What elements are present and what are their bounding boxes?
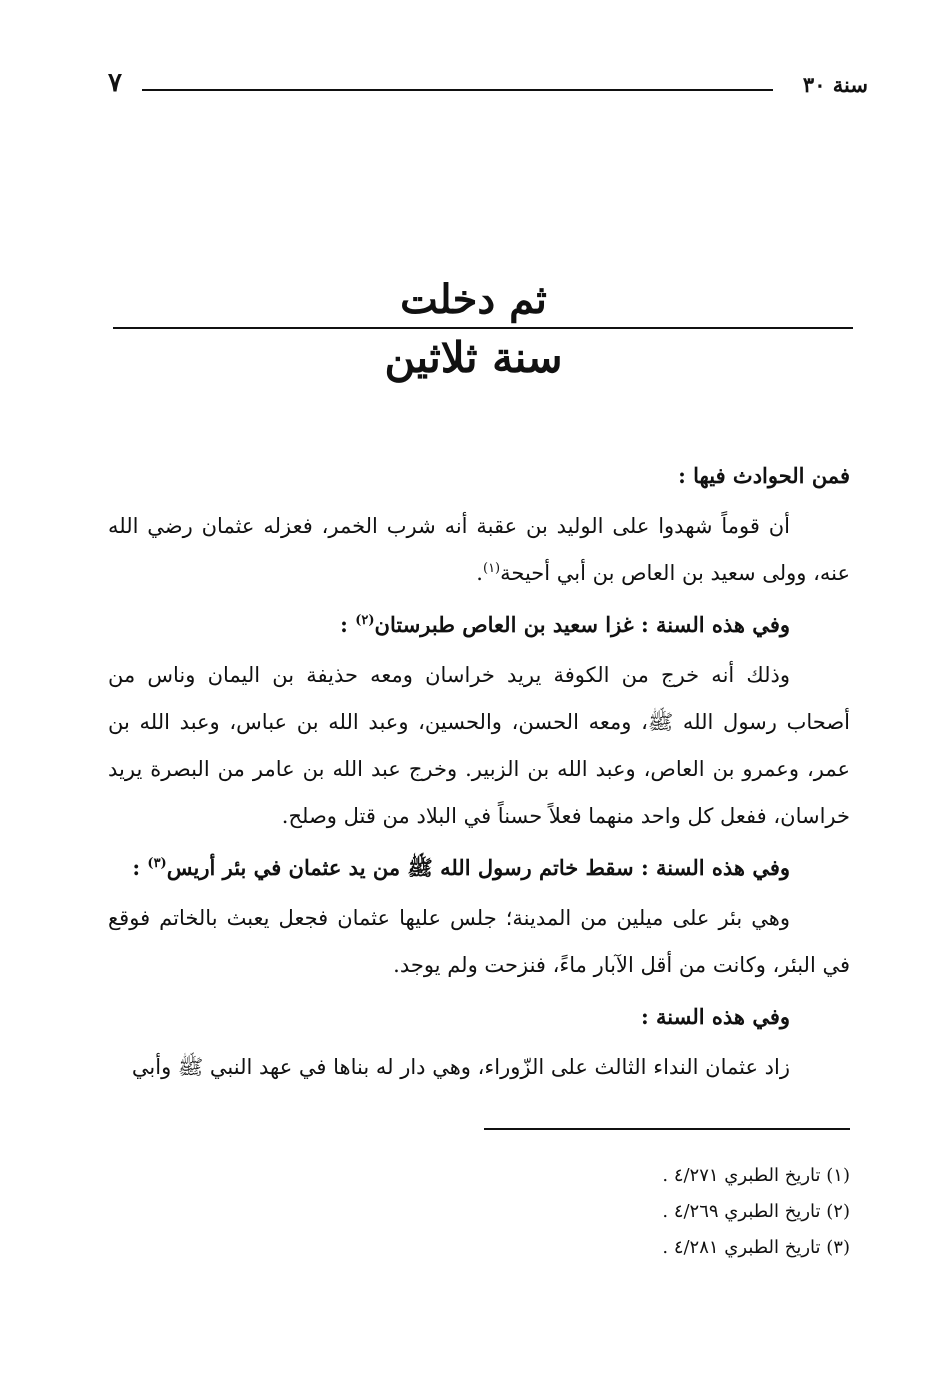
footnote-ref: (٣) (147, 856, 167, 871)
chapter-rule (113, 327, 853, 329)
paragraph-text: وفي هذه السنة : سقط خاتم رسول الله ﷺ من يد عثمان في بئر أريس (166, 855, 790, 880)
body-text (108, 452, 850, 1095)
footnote-3: (٣) تاريخ الطبري ٤/٢٨١ . (662, 1237, 850, 1258)
paragraph-events-intro (108, 452, 850, 499)
footnote-ref: (١) (482, 561, 501, 576)
paragraph-tabaristan-heading (108, 601, 850, 648)
footnote-ref: (٢) (355, 613, 375, 628)
chapter-title: سنة ثلاثين (384, 333, 563, 382)
paragraph-year-heading (108, 993, 850, 1040)
paragraph-text: وذلك أنه خرج من الكوفة يريد خراسان ومعه حذيفة بن اليمان وناس من أصحاب رسول الله ﷺ، ومعه الحسن، والحسين، وعبد الله بن عباس، وعبد الله بن عمر، وعمرو بن العاص، وعبد الله بن الزبير. وخرج عبد الله بن عامر من البصرة يريد خراسان، ففعل كل واحد منهما فعلاً حسناً في البلاد من قتل وصلح. (108, 663, 850, 828)
running-header (108, 68, 868, 108)
paragraph-walid (108, 503, 850, 597)
footnote-2: (٢) تاريخ الطبري ٤/٢٦٩ . (662, 1201, 850, 1222)
paragraph-text: وفي هذه السنة : غزا سعيد بن العاص طبرستان (374, 612, 790, 637)
paragraph-ring-heading (108, 844, 850, 891)
chapter-kicker: ثم دخلت (400, 276, 547, 323)
footnote-1: (١) تاريخ الطبري ٤/٢٧١ . (662, 1165, 850, 1186)
footnotes (500, 1158, 850, 1266)
paragraph-well (108, 895, 850, 989)
running-title: سنة ٣٠ (802, 72, 868, 97)
header-rule (142, 89, 773, 91)
paragraph-tail: . (476, 561, 483, 585)
page-number: ٧ (108, 68, 122, 98)
paragraph-text: زاد عثمان النداء الثالث على الزّوراء، وهي دار له بناها في عهد النبي ﷺ وأبي (131, 1055, 790, 1079)
paragraph-text: أن قوماً شهدوا على الوليد بن عقبة أنه شرب الخمر، فعزله عثمان رضي الله عنه، وولى سعيد بن العاص بن أبي أحيحة (108, 514, 850, 585)
footnote-rule (484, 1128, 850, 1130)
paragraph-tail: : (340, 612, 356, 637)
paragraph-khurasan (108, 652, 850, 840)
paragraph-text: فمن الحوادث فيها : (678, 463, 850, 488)
paragraph-tail: : (132, 855, 148, 880)
paragraph-text: وفي هذه السنة : (640, 1004, 790, 1029)
paragraph-text: وهي بئر على ميلين من المدينة؛ جلس عليها عثمان فجعل يعبث بالخاتم فوقع في البئر، وكانت من أقل الآبار ماءً، فنزحت ولم يوجد. (108, 906, 850, 977)
paragraph-third-call (108, 1044, 850, 1091)
